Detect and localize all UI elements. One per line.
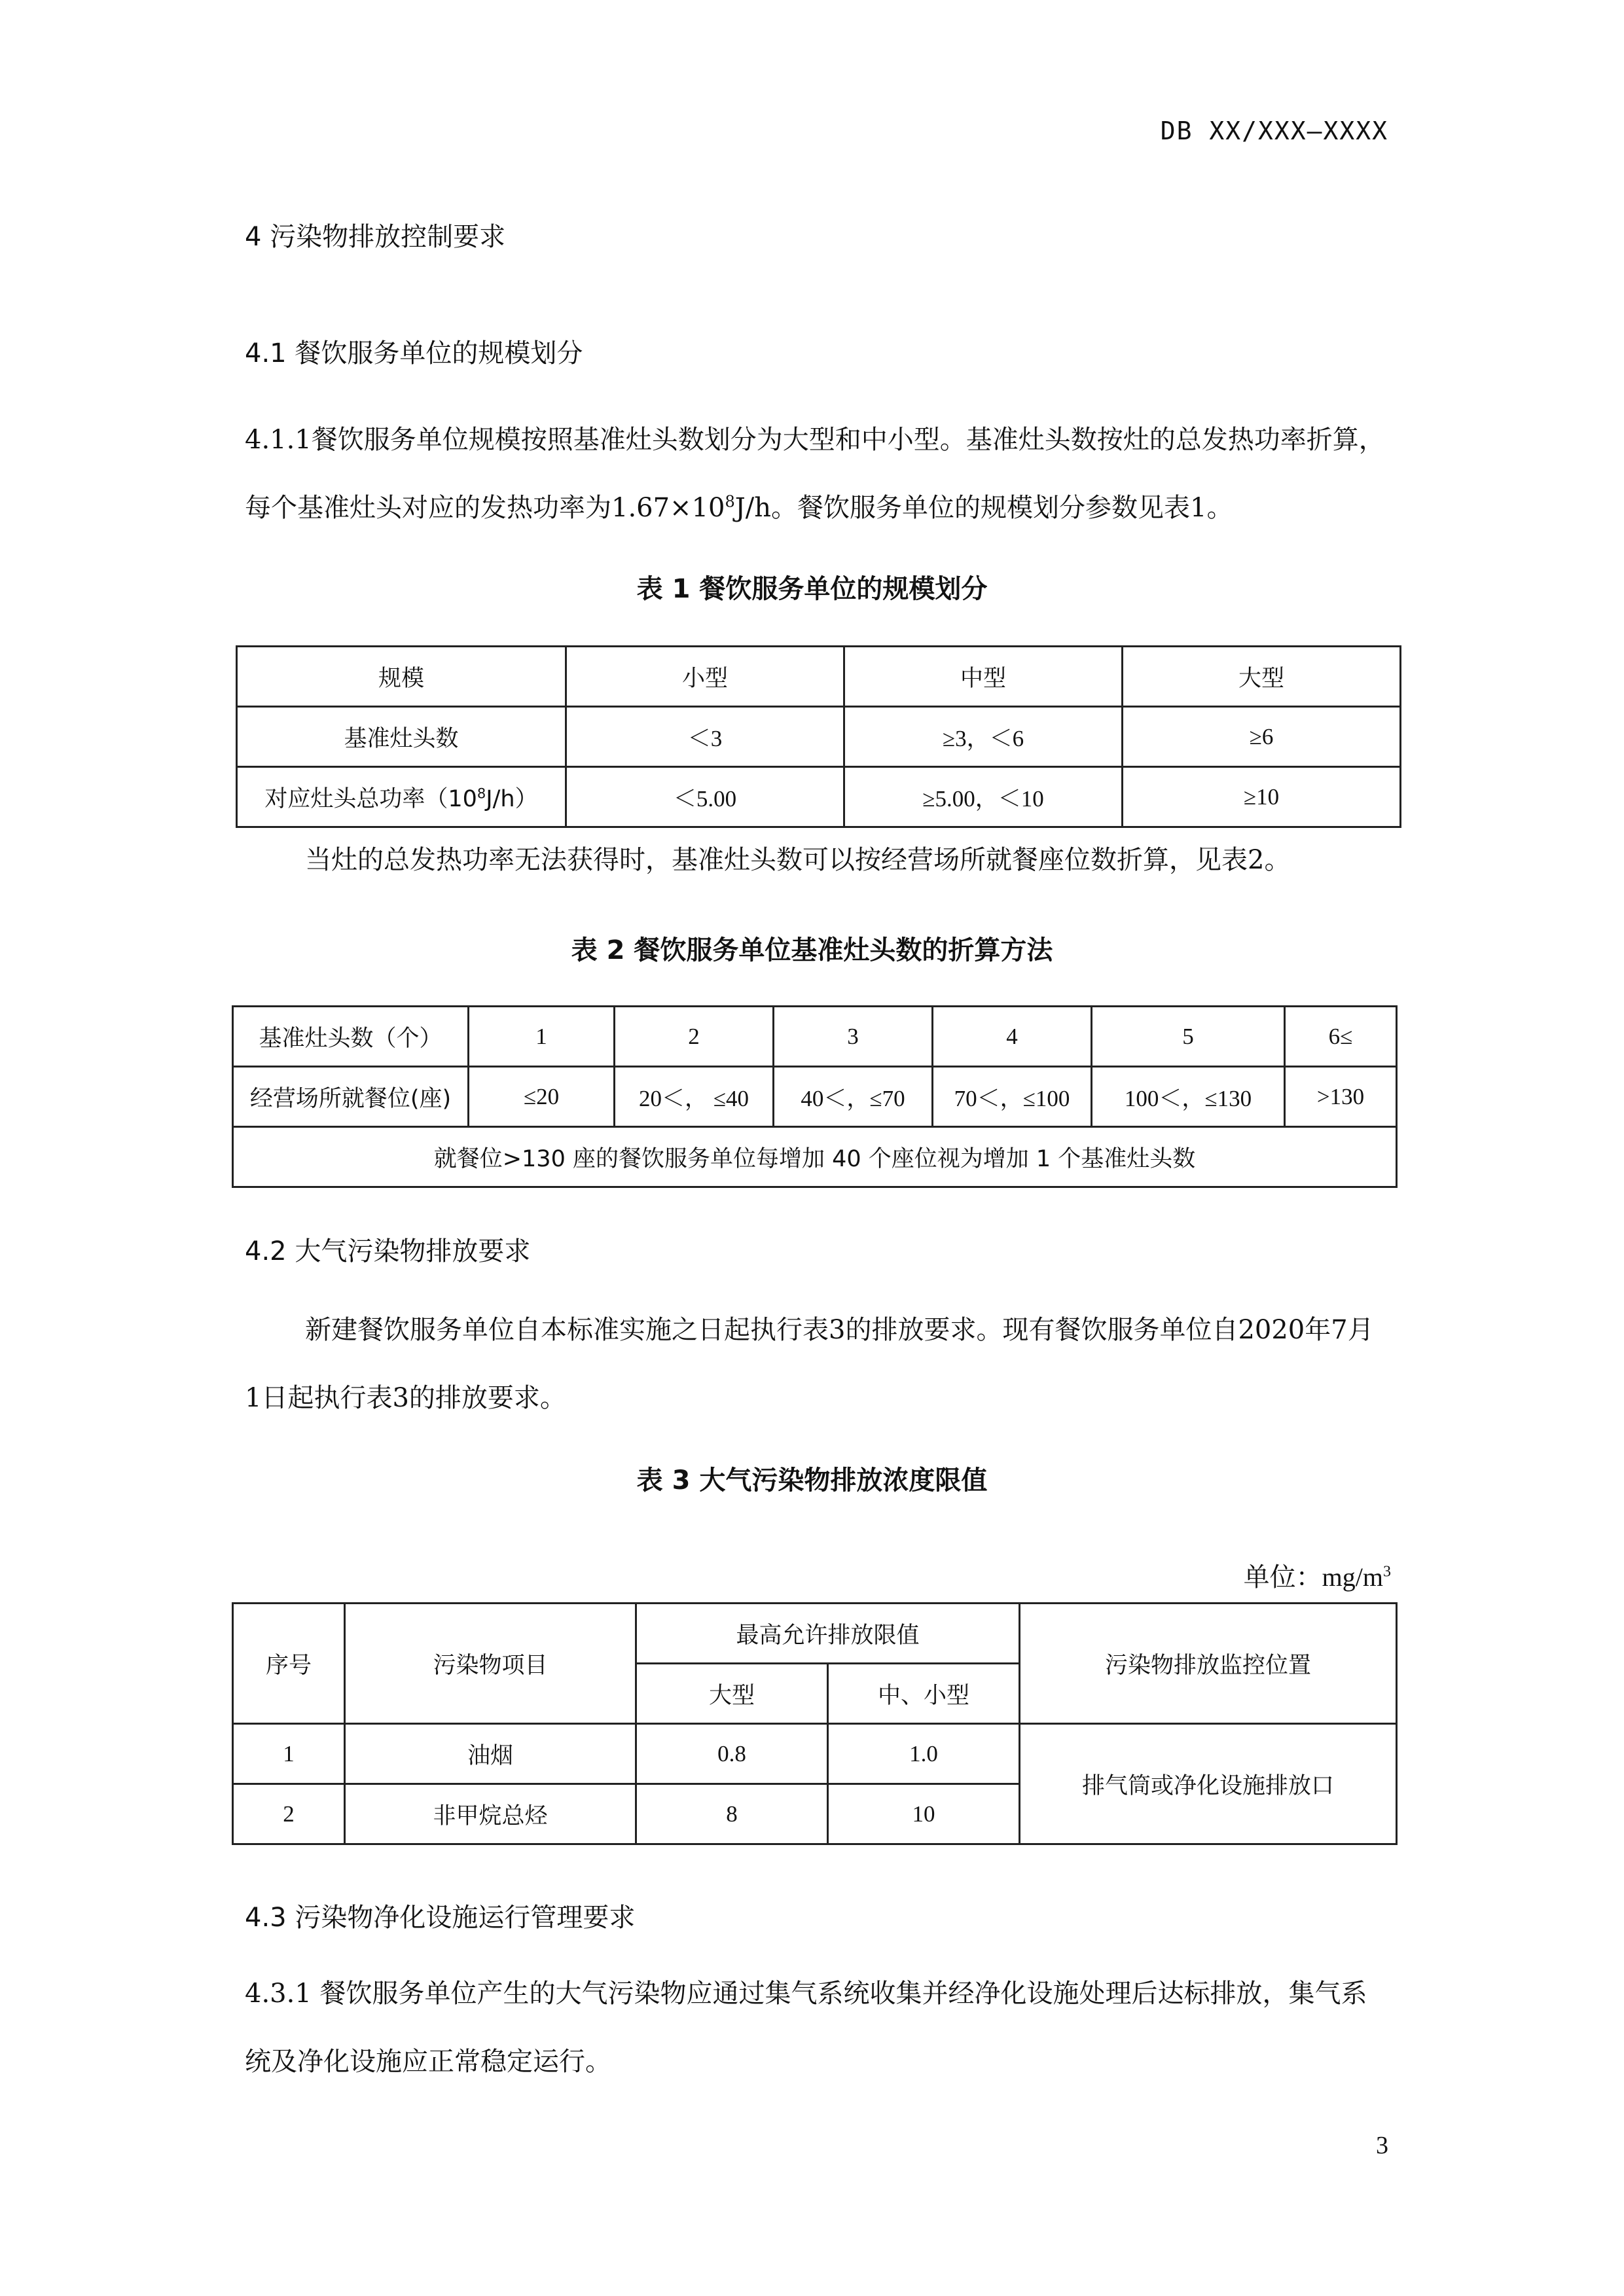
- table-cell: 70＜，≤100: [933, 1067, 1092, 1127]
- document-code: DB XX/XXX—XXXX: [1160, 117, 1388, 145]
- paragraph-4-2: 新建餐饮服务单位自本标准实施之日起执行表3的排放要求。现有餐饮服务单位自2020年7月1日起执行表3的排放要求。: [245, 1315, 1374, 1413]
- table-cell: ≤20: [469, 1067, 615, 1127]
- table-cell: 基准灶头数（个）: [233, 1007, 469, 1067]
- unit-text: 单位：mg/m: [1243, 1562, 1383, 1592]
- table-cell: 2: [615, 1007, 774, 1067]
- table-cell: 8: [636, 1784, 828, 1844]
- table-row: [237, 647, 1401, 707]
- table-header-cell: 污染物项目: [345, 1604, 636, 1724]
- table-cell: 中型: [844, 647, 1123, 707]
- table-header-cell: 序号: [233, 1604, 345, 1724]
- table-row: [233, 1007, 1397, 1067]
- table-row: [233, 1127, 1397, 1187]
- exponent: 3: [1383, 1563, 1391, 1581]
- table-header-cell: 中、小型: [828, 1664, 1020, 1724]
- paragraph-note: 当灶的总发热功率无法获得时，基准灶头数可以按经营场所就餐座位数折算，见表2。: [305, 845, 1291, 875]
- table-row: [233, 1724, 1397, 1784]
- table-cell: 4: [933, 1007, 1092, 1067]
- table-cell: 100＜，≤130: [1092, 1067, 1285, 1127]
- table-cell: 6≤: [1285, 1007, 1397, 1067]
- table-row: [237, 707, 1401, 767]
- table-cell: 规模: [237, 647, 566, 707]
- table-row: [237, 767, 1401, 827]
- table-cell: [237, 767, 566, 827]
- table-row: [233, 1604, 1397, 1664]
- table-3: [232, 1602, 1398, 1845]
- table-cell: ＜3: [566, 707, 844, 767]
- exponent: 8: [477, 785, 486, 801]
- table-cell: 0.8: [636, 1724, 828, 1784]
- table-1: [236, 645, 1401, 828]
- cell-text-b: J/h）: [486, 785, 538, 812]
- table-cell: ＜5.00: [566, 767, 844, 827]
- table-cell: 油烟: [345, 1724, 636, 1784]
- page-number: 3: [1376, 2132, 1388, 2159]
- section-4-1-title: 4.1 餐饮服务单位的规模划分: [245, 338, 583, 368]
- table-cell: ≥10: [1123, 767, 1401, 827]
- section-4-title: 4 污染物排放控制要求: [245, 222, 506, 252]
- table-3-caption: 表 3 大气污染物排放浓度限值: [636, 1465, 988, 1496]
- table-cell: 1: [469, 1007, 615, 1067]
- table-cell: 大型: [1123, 647, 1401, 707]
- table-row: [233, 1067, 1397, 1127]
- table-3-unit: [1244, 1556, 1391, 1594]
- table-cell: 40＜，≤70: [774, 1067, 933, 1127]
- table-cell: 3: [774, 1007, 933, 1067]
- table-header-cell: 最高允许排放限值: [636, 1604, 1020, 1664]
- table-header-cell: 污染物排放监控位置: [1020, 1604, 1397, 1724]
- paragraph-4-1-1-text-a: 4.1.1餐饮服务单位规模按照基准灶头数划分为大型和中小型。基准灶头数按灶的总发热功率折算，每个基准灶头对应的发热功率为1.67×10: [245, 425, 1385, 523]
- table-2: [232, 1005, 1398, 1188]
- table-cell: 20＜， ≤40: [615, 1067, 774, 1127]
- table-cell: ≥5.00，＜10: [844, 767, 1123, 827]
- table-2-caption: 表 2 餐饮服务单位基准灶头数的折算方法: [571, 935, 1053, 965]
- table-cell: 10: [828, 1784, 1020, 1844]
- table-cell: 基准灶头数: [237, 707, 566, 767]
- table-header-cell: 大型: [636, 1664, 828, 1724]
- paragraph-4-3-1: 4.3.1 餐饮服务单位产生的大气污染物应通过集气系统收集并经净化设施处理后达标排放，集气系统及净化设施应正常稳定运行。: [245, 1979, 1367, 2077]
- table-cell: 1: [233, 1724, 345, 1784]
- table-cell: ≥3，＜6: [844, 707, 1123, 767]
- table-cell: 排气筒或净化设施排放口: [1020, 1724, 1397, 1844]
- table-cell: 经营场所就餐位(座): [233, 1067, 469, 1127]
- exponent: 8: [725, 492, 735, 511]
- paragraph-4-1-1-text-b: J/h。餐饮服务单位的规模划分参数见表1。: [734, 493, 1233, 523]
- table-note-cell: 就餐位>130 座的餐饮服务单位每增加 40 个座位视为增加 1 个基准灶头数: [233, 1127, 1397, 1187]
- section-4-2-title: 4.2 大气污染物排放要求: [245, 1236, 531, 1266]
- table-cell: 2: [233, 1784, 345, 1844]
- table-cell: 非甲烷总烃: [345, 1784, 636, 1844]
- table-cell: 5: [1092, 1007, 1285, 1067]
- table-cell: 1.0: [828, 1724, 1020, 1784]
- table-cell: >130: [1285, 1067, 1397, 1127]
- table-1-caption: 表 1 餐饮服务单位的规模划分: [636, 574, 988, 604]
- paragraph-4-1-1: [245, 406, 1388, 542]
- section-4-3-title: 4.3 污染物净化设施运行管理要求: [245, 1903, 636, 1933]
- table-cell: ≥6: [1123, 707, 1401, 767]
- cell-text-a: 对应灶头总功率（10: [264, 785, 477, 812]
- table-cell: 小型: [566, 647, 844, 707]
